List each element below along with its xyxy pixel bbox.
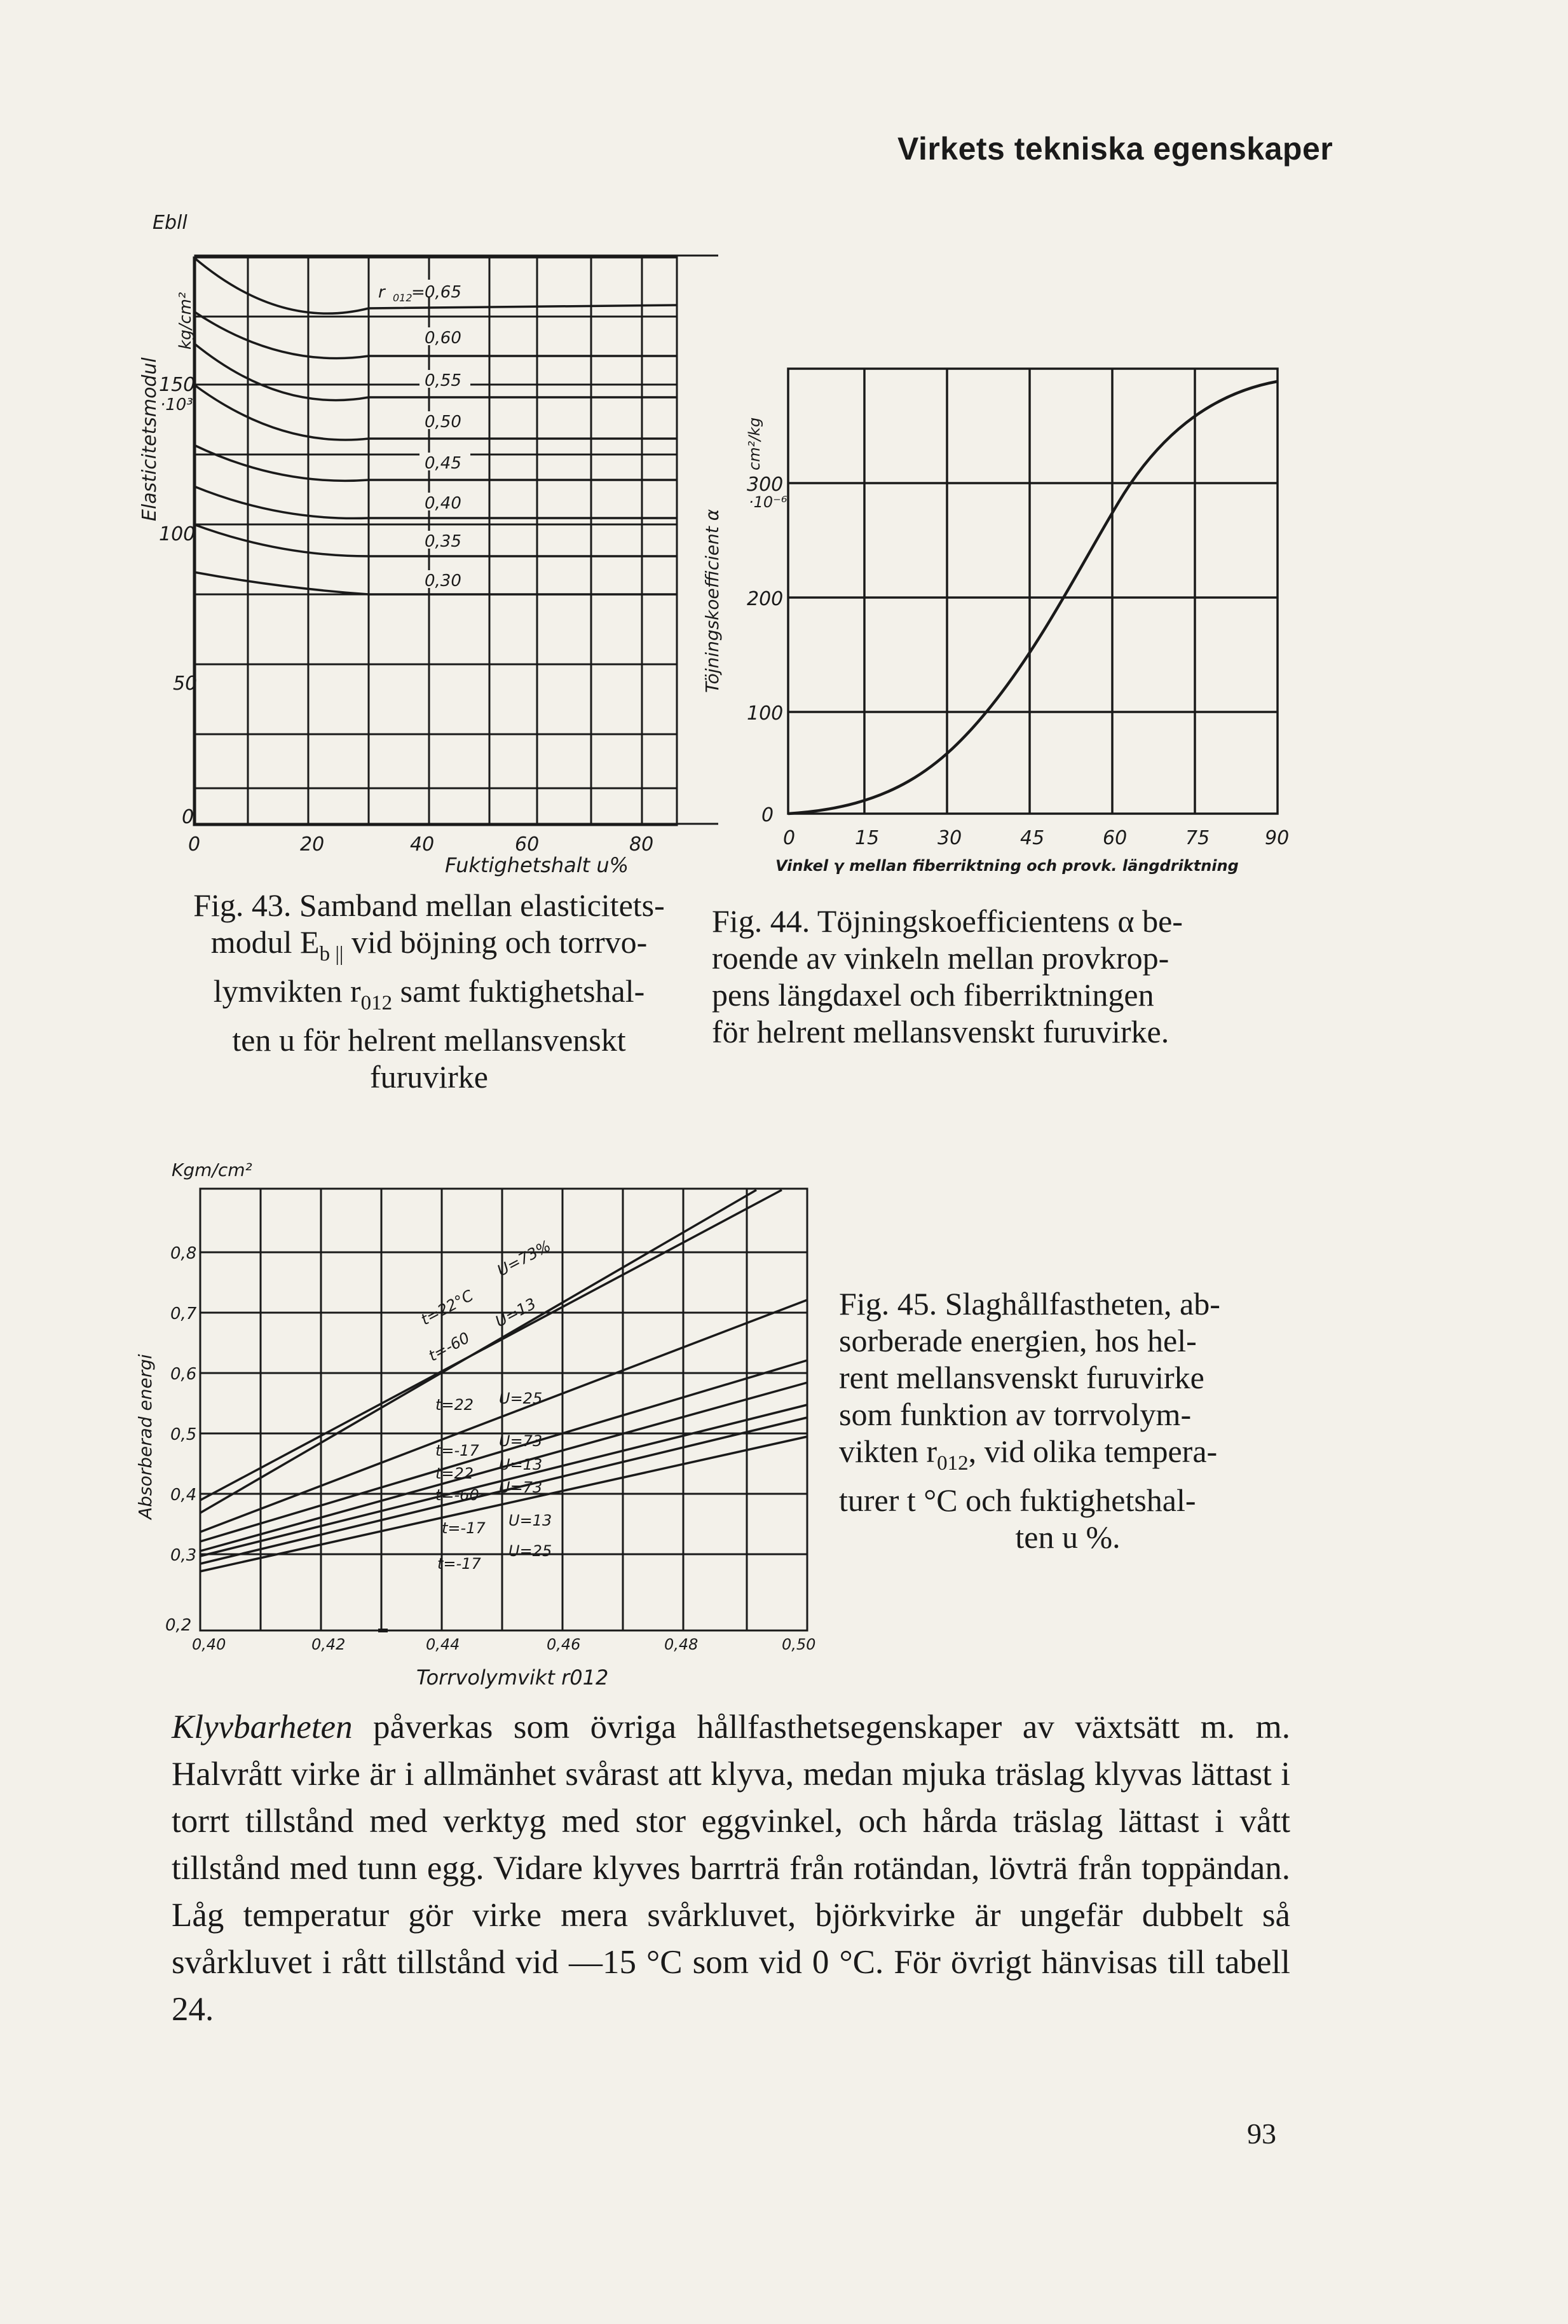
fig43-r-prefix: r bbox=[378, 283, 385, 302]
fig43-caption-line5: furuvirke bbox=[369, 1059, 489, 1095]
fig43-yunit: kg/cm² bbox=[176, 292, 195, 350]
fig45-ytick-04: 0,4 bbox=[170, 1486, 197, 1505]
fig43-xtick-80: 80 bbox=[629, 833, 654, 856]
fig45-label-5: t=22 bbox=[435, 1396, 474, 1414]
running-header: Virkets tekniska egenskaper bbox=[897, 131, 1333, 167]
fig44-xtick-45: 45 bbox=[1020, 827, 1045, 849]
fig45-caption-line3: rent mellansvenskt furuvirke bbox=[839, 1360, 1204, 1395]
fig44-ytick-300: 300 bbox=[747, 474, 784, 496]
fig45-xtick-050: 0,50 bbox=[782, 1636, 816, 1653]
fig44-chart bbox=[699, 356, 1309, 890]
fig45-xticks bbox=[192, 1636, 815, 1653]
fig45-caption-line6: turer t °C och fuktighetshal- bbox=[839, 1482, 1196, 1518]
fig45-ytick-02: 0,2 bbox=[165, 1616, 192, 1635]
fig43-yscale: ·10³ bbox=[160, 395, 193, 414]
fig45-xtick-044: 0,44 bbox=[426, 1636, 460, 1653]
fig45-caption-line1: Fig. 45. Slaghållfastheten, ab- bbox=[839, 1286, 1220, 1322]
fig43-curve-labels bbox=[378, 280, 470, 591]
fig45-xtick-046: 0,46 bbox=[547, 1636, 581, 1653]
svg-text:012: 012 bbox=[393, 292, 412, 304]
fig43-label-045: 0,45 bbox=[425, 454, 461, 473]
fig43-label-030: 0,30 bbox=[425, 571, 461, 591]
fig43-label-040: 0,40 bbox=[425, 494, 461, 513]
fig43-xtick-20: 20 bbox=[300, 833, 325, 856]
fig44-ytick-200: 200 bbox=[747, 588, 784, 610]
fig45-label-7: U=73 bbox=[499, 1432, 543, 1450]
fig45-yticks bbox=[165, 1244, 197, 1635]
fig43-ytick-0: 0 bbox=[182, 806, 194, 828]
fig45-xtick-042: 0,42 bbox=[311, 1636, 346, 1653]
fig45-label-12: t=-17 bbox=[442, 1519, 486, 1537]
fig45-label-15: U=25 bbox=[508, 1542, 552, 1560]
fig45-chart bbox=[121, 1157, 852, 1697]
fig45-yunit: Kgm/cm² bbox=[172, 1159, 252, 1180]
fig45-caption-line4: som funktion av torrvolym- bbox=[839, 1397, 1192, 1432]
fig44-caption-line3: pens längdaxel och fiberriktningen bbox=[712, 977, 1154, 1013]
fig43-caption-line2: modul $E_{b ||}$ vid böjning och torrvo- bbox=[210, 924, 648, 966]
fig45-ytick-05: 0,5 bbox=[170, 1425, 197, 1444]
fig43-label-050: 0,50 bbox=[425, 413, 461, 432]
fig44-caption bbox=[712, 903, 1278, 1050]
fig44-yscale: ·10⁻⁶ bbox=[749, 493, 787, 511]
body-lead-term: Klyvbarheten bbox=[172, 1709, 353, 1746]
fig44-ytick-100: 100 bbox=[747, 702, 784, 725]
fig43-label-065: 0,65 bbox=[425, 283, 461, 302]
fig45-ytick-08: 0,8 bbox=[170, 1244, 197, 1263]
fig43-caption-line3: lymvikten $r_{012}$ samt fuktighetshal- bbox=[213, 973, 645, 1015]
fig44-grid bbox=[788, 369, 1278, 814]
body-paragraph bbox=[172, 1704, 1290, 2033]
fig44-caption-line4: för helrent mellansvenskt furuvirke. bbox=[712, 1014, 1169, 1049]
fig43-ytick-100: 100 bbox=[159, 523, 196, 545]
fig43-ylabel: Elasticitetsmodul bbox=[139, 357, 161, 521]
fig44-xtick-75: 75 bbox=[1185, 827, 1210, 849]
fig45-ytick-07: 0,7 bbox=[170, 1304, 197, 1323]
fig45-lines bbox=[200, 1190, 807, 1630]
fig44-caption-line1: Fig. 44. Töjningskoefficientens α be- bbox=[712, 903, 1183, 939]
fig43-xtick-60: 60 bbox=[515, 833, 540, 856]
fig45-ylabel: Absorberad energi bbox=[135, 1354, 156, 1519]
fig44-xtick-60: 60 bbox=[1103, 827, 1128, 849]
fig45-label-2: t=-60 bbox=[425, 1329, 473, 1365]
fig45-ytick-03: 0,3 bbox=[170, 1546, 197, 1565]
fig43-caption bbox=[162, 887, 696, 1095]
fig43-plot bbox=[127, 203, 699, 896]
fig45-grid bbox=[200, 1189, 807, 1630]
fig44-yticks bbox=[747, 474, 783, 826]
fig45-xtick-040: 0,40 bbox=[192, 1636, 226, 1653]
fig44-ytick-0: 0 bbox=[761, 804, 774, 826]
fig45-label-13: U=13 bbox=[508, 1512, 552, 1529]
fig45-label-1: U=73% bbox=[494, 1236, 554, 1280]
fig43-ytick-150: 150 bbox=[159, 374, 196, 396]
fig45-label-11: U=73 bbox=[499, 1479, 543, 1496]
fig43-label-060: 0,60 bbox=[425, 329, 461, 348]
fig44-xlabel: Vinkel γ mellan fiberriktning och provk. längdriktning bbox=[775, 857, 1239, 875]
fig44-xtick-0: 0 bbox=[783, 827, 796, 849]
fig45-line-t22-u25 bbox=[200, 1300, 807, 1532]
fig43-caption-line4: ten u för helrent mellansvenskt bbox=[232, 1022, 626, 1058]
fig43-label-055: 0,55 bbox=[425, 371, 461, 390]
fig45-xtick-048: 0,48 bbox=[664, 1636, 699, 1653]
fig45-label-9: U=13 bbox=[499, 1456, 543, 1473]
svg-text:=: = bbox=[411, 283, 425, 302]
fig45-label-10: t=-60 bbox=[435, 1486, 479, 1504]
fig45-caption bbox=[839, 1285, 1297, 1555]
fig43-corner-label: Ebll bbox=[153, 212, 187, 234]
body-text: påverkas som övriga hållfasthetsegenskaper av växtsätt m. m. Halvrått virke är i allmänhet svårast att klyva, medan mjuka träslag klyvas lättast i torrt tillstånd med verktyg med stor eggvinkel, och hårda träslag lättast i vått tillstånd med tunn egg. Vidare klyves barrträ från rotändan, lövträ från toppändan. Låg temperatur gör virke mera svårkluvet, björkvirke är ungefär dubbelt så svårkluvet i rått tillstånd vid —15 °C som vid 0 °C. För övrigt hänvisas till tabell 24. bbox=[172, 1709, 1290, 2028]
fig43-yticks bbox=[159, 374, 197, 828]
fig45-label-6: t=-17 bbox=[435, 1442, 479, 1459]
fig45-xlabel: Torrvolymvikt r012 bbox=[416, 1665, 609, 1690]
fig43-xticks bbox=[188, 833, 653, 856]
fig44-xticks bbox=[783, 827, 1289, 849]
fig43-ytick-50: 50 bbox=[173, 673, 198, 695]
page-number: 93 bbox=[1247, 2117, 1276, 2150]
fig45-caption-line5: vikten $r_{012}$, vid olika tempera- bbox=[839, 1433, 1218, 1475]
fig45-label-4: U=25 bbox=[499, 1390, 543, 1407]
fig45-label-0: t=22°C bbox=[418, 1286, 477, 1329]
fig43-caption-line1: Fig. 43. Samband mellan elasticitets- bbox=[193, 887, 665, 923]
fig43-xtick-40: 40 bbox=[410, 833, 435, 856]
fig45-label-3: U=13 bbox=[492, 1294, 540, 1331]
fig44-xtick-90: 90 bbox=[1265, 827, 1290, 849]
fig45-ytick-06: 0,6 bbox=[170, 1365, 197, 1384]
fig45-caption-line2: sorberade energien, hos hel- bbox=[839, 1323, 1197, 1358]
fig45-label-8: t=22 bbox=[435, 1465, 474, 1482]
fig45-line-labels bbox=[418, 1237, 554, 1573]
fig44-xtick-15: 15 bbox=[855, 827, 880, 849]
fig44-caption-line2: roende av vinkeln mellan provkrop- bbox=[712, 940, 1169, 976]
fig44-yunit: cm²/kg bbox=[746, 417, 763, 470]
fig43-label-035: 0,35 bbox=[425, 532, 461, 551]
fig45-caption-line7: ten u %. bbox=[1015, 1519, 1121, 1555]
fig44-ylabel: Töjningskoefficient α bbox=[702, 509, 723, 693]
fig45-label-14: t=-17 bbox=[437, 1555, 481, 1573]
fig43-xlabel: Fuktighetshalt u% bbox=[445, 853, 629, 877]
fig43-xtick-0: 0 bbox=[188, 833, 201, 856]
fig44-xtick-30: 30 bbox=[937, 827, 962, 849]
